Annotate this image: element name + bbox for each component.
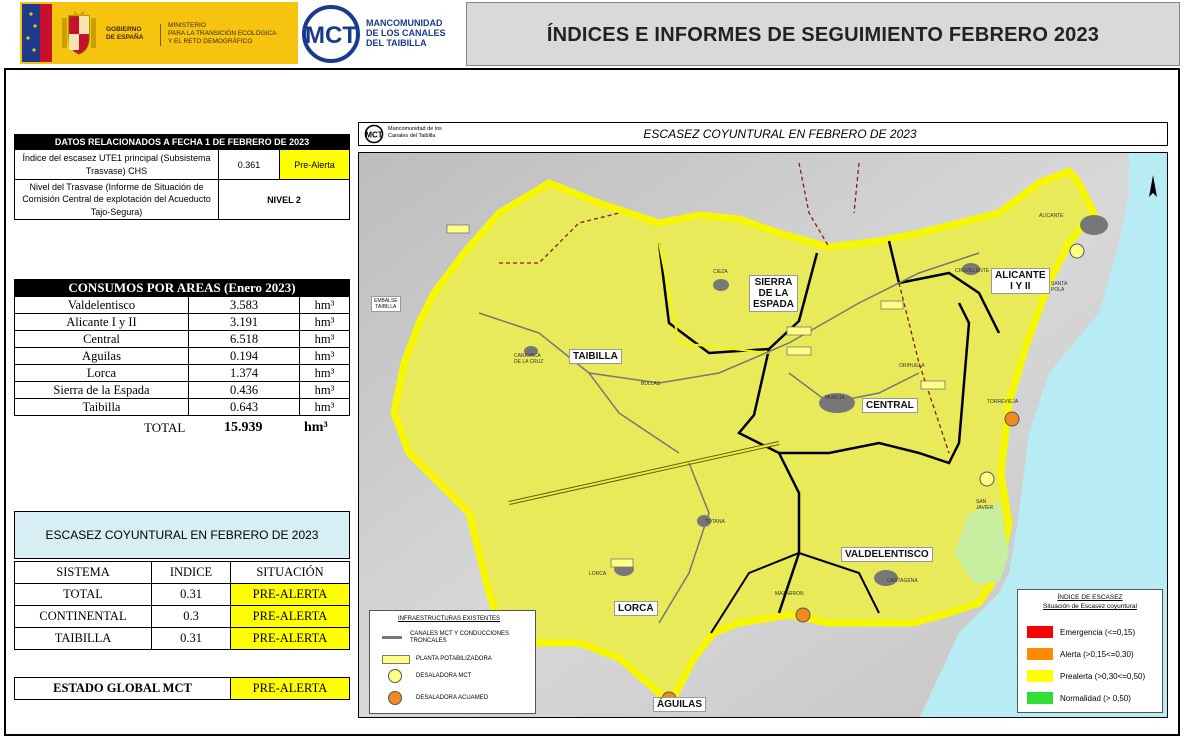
eu-flag-icon bbox=[22, 4, 40, 62]
swatch-emergencia bbox=[1027, 626, 1053, 638]
consumo-value: 0.194 bbox=[189, 348, 300, 365]
place-bullas: BULLAS bbox=[641, 381, 661, 387]
place-totana: TOTANA bbox=[705, 519, 725, 525]
datos-row2-value: NIVEL 2 bbox=[219, 180, 350, 220]
consumo-unit: hm³ bbox=[300, 399, 350, 416]
consumo-area: Valdelentisco bbox=[15, 297, 189, 314]
table-row bbox=[15, 399, 350, 416]
estado-global-label: ESTADO GLOBAL MCT bbox=[15, 678, 231, 700]
legend-canales: CANALES MCT Y CONDUCCIONES TRONCALES bbox=[410, 631, 510, 644]
area-label-lorca: LORCA bbox=[614, 601, 658, 616]
table-row bbox=[15, 348, 350, 365]
escasez-sistema: TAIBILLA bbox=[15, 628, 152, 650]
col-sistema: SISTEMA bbox=[15, 562, 152, 584]
consumo-area: Alicante I y II bbox=[15, 314, 189, 331]
canal-line-icon bbox=[382, 636, 402, 639]
map-logo-text: Mancomunidad de los Canales del Taibilla bbox=[388, 126, 442, 139]
place-cieza: CIEZA bbox=[713, 269, 728, 275]
area-label-valdelentisco: VALDELENTISCO bbox=[841, 547, 933, 562]
datos-row1-value: 0.361 bbox=[219, 150, 280, 180]
datos-row2-label: Nivel del Trasvase (Informe de Situación de Comisión Central de explotación del Acueducto Tajo-Segura) bbox=[15, 180, 219, 220]
svg-text:MCT: MCT bbox=[365, 130, 383, 140]
place-san-javier: SAN JAVIER bbox=[976, 499, 994, 511]
escasez-situacion: PRE-ALERTA bbox=[231, 628, 350, 650]
consumo-value: 6.518 bbox=[189, 331, 300, 348]
place-lorca: LORCA bbox=[589, 571, 607, 577]
legend-infraestructuras bbox=[369, 610, 536, 714]
header-divider bbox=[160, 24, 161, 46]
consumo-value: 3.583 bbox=[189, 297, 300, 314]
escasez-situacion: PRE-ALERTA bbox=[231, 606, 350, 628]
swatch-normalidad bbox=[1027, 692, 1053, 704]
header-title-bar bbox=[466, 2, 1180, 66]
svg-text:MCT: MCT bbox=[305, 22, 357, 49]
escasez-sistema: TOTAL bbox=[15, 584, 152, 606]
area-label-aguilas: ÁGUILAS bbox=[653, 697, 706, 712]
place-alicante: ALICANTE bbox=[1039, 213, 1064, 219]
place-crevillente: CREVILLENTE bbox=[955, 268, 990, 274]
consumo-value: 0.643 bbox=[189, 399, 300, 416]
col-indice: INDICE bbox=[152, 562, 231, 584]
legend-infra-title: INFRAESTRUCTURAS EXISTENTES bbox=[398, 616, 501, 622]
legend-desal-mct: DESALADORA MCT bbox=[416, 673, 472, 679]
swatch-prealerta bbox=[1027, 670, 1053, 682]
estado-global-table bbox=[14, 677, 350, 700]
consumo-unit: hm³ bbox=[300, 348, 350, 365]
place-torrevieja: TORREVIEJA bbox=[987, 399, 1019, 405]
plant-icon bbox=[382, 655, 410, 664]
swatch-alerta bbox=[1027, 648, 1053, 660]
consumo-unit: hm³ bbox=[300, 314, 350, 331]
datos-row1-status: Pre-Alerta bbox=[280, 150, 350, 180]
legend-alerta: Alerta (>0,15<=0,30) bbox=[1060, 650, 1134, 659]
ministry-label: MINISTERIO PARA LA TRANSICIÓN ECOLÓGICA Y EL RETO DEMOGRÁFICO bbox=[168, 22, 277, 45]
spain-flag-icon bbox=[40, 4, 52, 62]
place-murcia: MURCIA bbox=[825, 395, 845, 401]
consumo-unit: hm³ bbox=[300, 365, 350, 382]
area-label-central: CENTRAL bbox=[862, 398, 918, 413]
consumo-value: 3.191 bbox=[189, 314, 300, 331]
legend-index-title: ÍNDICE DE ESCASEZ bbox=[1057, 594, 1123, 601]
consumos-table bbox=[14, 279, 350, 416]
escasez-table bbox=[14, 561, 350, 650]
legend-prealerta: Prealerta (>0,30<=0,50) bbox=[1060, 672, 1146, 681]
place-mazarron: MAZARRON bbox=[775, 591, 804, 597]
table-row bbox=[15, 584, 350, 606]
map-title: ESCASEZ COYUNTURAL EN FEBRERO DE 2023 bbox=[643, 127, 917, 141]
consumo-area: Sierra de la Espada bbox=[15, 382, 189, 399]
mct-logo-icon bbox=[300, 4, 362, 64]
mct-name-label: MANCOMUNIDAD DE LOS CANALES DEL TAIBILLA bbox=[366, 18, 446, 48]
consumo-value: 0.436 bbox=[189, 382, 300, 399]
place-caravaca: CARAVACA DE LA CRUZ bbox=[514, 353, 544, 365]
legend-index-subtitle: Situación de Escasez coyuntural bbox=[1043, 603, 1137, 610]
consumo-area: Lorca bbox=[15, 365, 189, 382]
consumo-unit: hm³ bbox=[300, 331, 350, 348]
escasez-indice: 0.31 bbox=[152, 628, 231, 650]
escasez-indice: 0.31 bbox=[152, 584, 231, 606]
desal-mct-icon bbox=[388, 669, 402, 683]
table-row bbox=[15, 314, 350, 331]
table-row bbox=[15, 365, 350, 382]
embalse-label: EMBALSE TAIBILLA bbox=[371, 296, 401, 312]
legend-indice bbox=[1017, 589, 1163, 713]
col-situacion: SITUACIÓN bbox=[231, 562, 350, 584]
government-label: GOBIERNO DE ESPAÑA bbox=[106, 26, 144, 41]
place-cartagena: CARTAGENA bbox=[887, 578, 918, 584]
total-unit: hm³ bbox=[304, 420, 328, 435]
area-label-taibilla: TAIBILLA bbox=[569, 349, 622, 364]
table-row bbox=[15, 606, 350, 628]
legend-planta: PLANTA POTABILIZADORA bbox=[416, 656, 492, 662]
desal-acuamed-icon bbox=[388, 691, 402, 705]
legend-emergencia: Emergencia (<=0,15) bbox=[1060, 628, 1136, 637]
place-orihuela: ORIHUELA bbox=[899, 363, 925, 369]
legend-normalidad: Normalidad (> 0,50) bbox=[1060, 694, 1131, 703]
datos-row1-label: Índice del escasez UTE1 principal (Subsistema Trasvase) CHS bbox=[15, 150, 219, 180]
escasez-indice: 0.3 bbox=[152, 606, 231, 628]
consumos-total bbox=[14, 420, 350, 438]
consumos-title: CONSUMOS POR AREAS (Enero 2023) bbox=[15, 280, 350, 297]
legend-desal-acuamed: DESALADORA ACUAMED bbox=[416, 695, 489, 701]
datos-table bbox=[14, 134, 350, 220]
consumo-area: Aguilas bbox=[15, 348, 189, 365]
coat-of-arms-icon bbox=[60, 10, 98, 56]
escasez-title: ESCASEZ COYUNTURAL EN FEBRERO DE 2023 bbox=[14, 511, 350, 559]
area-label-alicante: ALICANTE I Y II bbox=[991, 268, 1050, 294]
datos-title: DATOS RELACIONADOS A FECHA 1 DE FEBRERO DE 2023 bbox=[15, 135, 350, 150]
consumo-area: Taibilla bbox=[15, 399, 189, 416]
consumo-unit: hm³ bbox=[300, 297, 350, 314]
consumo-area: Central bbox=[15, 331, 189, 348]
estado-global-value: PRE-ALERTA bbox=[231, 678, 350, 700]
consumo-unit: hm³ bbox=[300, 382, 350, 399]
table-row bbox=[15, 628, 350, 650]
table-row bbox=[15, 297, 350, 314]
page-title: ÍNDICES E INFORMES DE SEGUIMIENTO FEBRERO 2023 bbox=[546, 24, 1100, 46]
consumo-value: 1.374 bbox=[189, 365, 300, 382]
place-santa-pola: SANTA POLA bbox=[1051, 281, 1068, 293]
total-label: TOTAL bbox=[144, 420, 186, 435]
escasez-sistema: CONTINENTAL bbox=[15, 606, 152, 628]
area-label-sierra: SIERRA DE LA ESPADA bbox=[749, 275, 798, 312]
total-value: 15.939 bbox=[224, 420, 263, 435]
table-row bbox=[15, 382, 350, 399]
escasez-situacion: PRE-ALERTA bbox=[231, 584, 350, 606]
table-row bbox=[15, 331, 350, 348]
